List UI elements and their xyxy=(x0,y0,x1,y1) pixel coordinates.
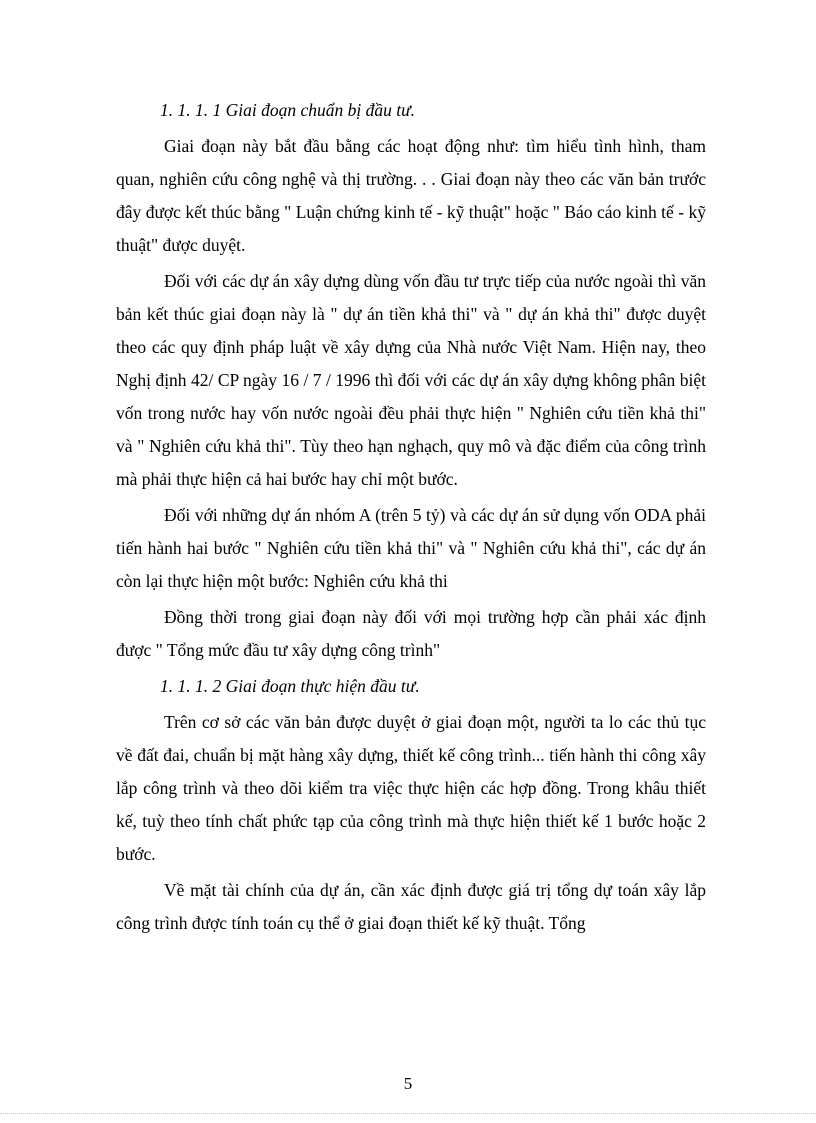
page-body xyxy=(116,94,706,943)
page-number: 5 xyxy=(403,1074,413,1093)
paragraph: Trên cơ sở các văn bản được duyệt ở giai đoạn một, người ta lo các thủ tục về đất đai, chuẩn bị mặt hàng xây dựng, thiết kế công trình... tiến hành thi công xây lắp công trình và theo dõi kiểm tra việc thực hiện các hợp đồng. Trong khâu thiết kế, tuỳ theo tính chất phức tạp của công trình mà thực hiện thiết kế 1 bước hoặc 2 bước. xyxy=(116,712,706,864)
paragraph: Đồng thời trong giai đoạn này đối với mọi trường hợp cần phải xác định được " Tổng mức đầu tư xây dựng công trình" xyxy=(116,607,706,660)
section-heading-implementation: 1. 1. 1. 2 Giai đoạn thực hiện đầu tư. xyxy=(160,676,420,696)
paragraph: Về mặt tài chính của dự án, cần xác định được giá trị tổng dự toán xây lắp công trình được tính toán cụ thể ở giai đoạn thiết kế kỹ thuật. Tổng xyxy=(116,880,706,933)
page-bottom-divider xyxy=(0,1113,816,1114)
section-heading-preparation: 1. 1. 1. 1 Giai đoạn chuẩn bị đầu tư. xyxy=(160,100,416,120)
paragraph: Đối với các dự án xây dựng dùng vốn đầu tư trực tiếp của nước ngoài thì văn bản kết thúc giai đoạn này là " dự án tiền khả thi" và " dự án khả thi" được duyệt theo các quy định pháp luật về xây dựng của Nhà nước Việt Nam. Hiện nay, theo Nghị định 42/ CP ngày 16 / 7 / 1996 thì đối với các dự án xây dựng không phân biệt vốn trong nước hay vốn nước ngoài đều phải thực hiện " Nghiên cứu tiền khả thi" và " Nghiên cứu khả thi". Tùy theo hạn nghạch, quy mô và đặc điểm của công trình mà phải thực hiện cả hai bước hay chỉ một bước. xyxy=(116,271,706,489)
paragraph: Giai đoạn này bắt đầu bằng các hoạt động như: tìm hiểu tình hình, tham quan, nghiên cứu công nghệ và thị trường. . . Giai đoạn này theo các văn bản trước đây được kết thúc bằng " Luận chứng kinh tế - kỹ thuật" hoặc " Báo cáo kinh tế - kỹ thuật" được duyệt. xyxy=(116,136,706,255)
paragraph: Đối với những dự án nhóm A (trên 5 tỷ) và các dự án sử dụng vốn ODA phải tiến hành hai bước " Nghiên cứu tiền khả thi" và " Nghiên cứu khả thi", các dự án còn lại thực hiện một bước: Nghiên cứu khả thi xyxy=(116,505,706,591)
